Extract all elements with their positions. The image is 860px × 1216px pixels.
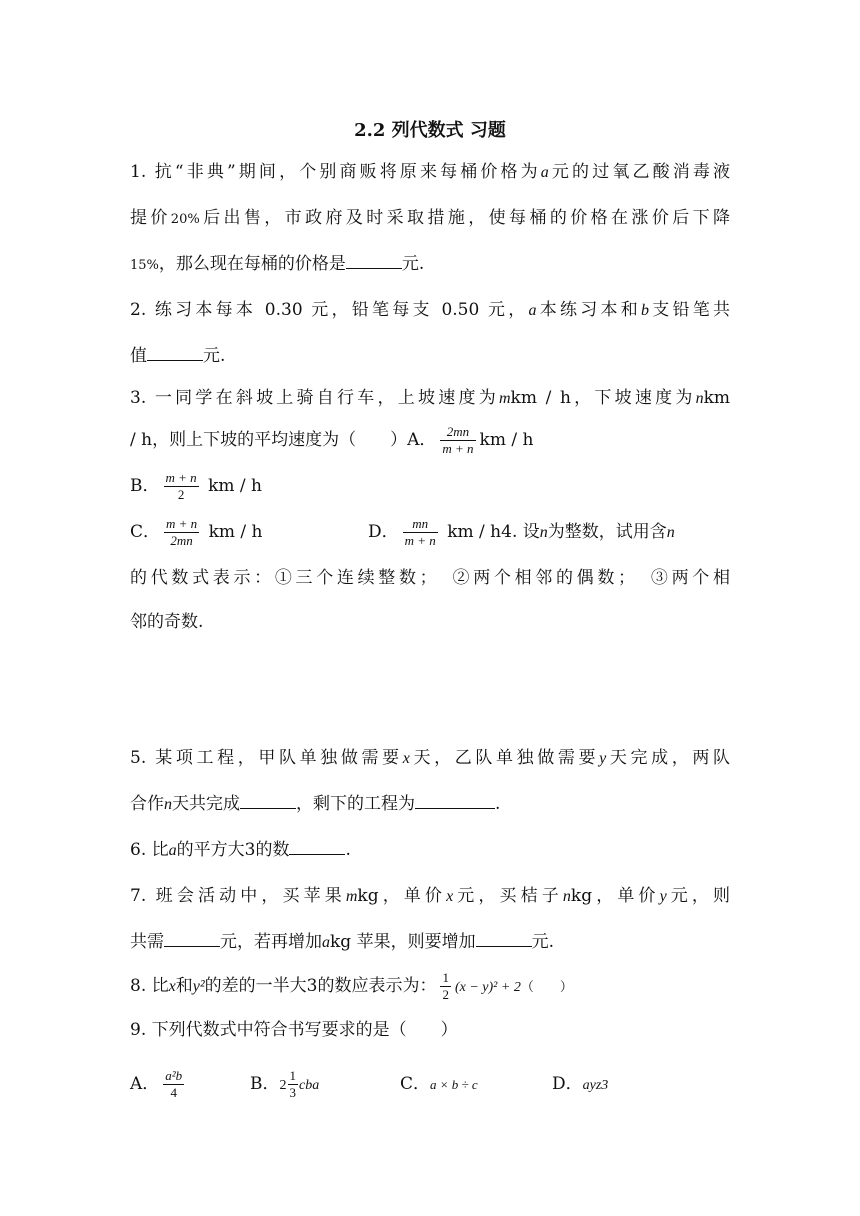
text: 的差的一半大 <box>204 976 307 996</box>
denominator: 2mn <box>170 533 193 548</box>
text: 天完成，两队 <box>606 748 731 768</box>
variable-n: n <box>666 524 675 541</box>
expression: (x − y)² + 2 <box>454 980 521 995</box>
denominator: 2 <box>442 987 449 1002</box>
text: 后出售，市政府及时采取措施，使每桶的价格在涨价后下降 <box>199 208 731 228</box>
text: 的数应表示为： <box>317 976 437 996</box>
expression: cba <box>299 1078 320 1093</box>
option-label: B． <box>130 476 160 496</box>
number: 3 <box>306 976 318 996</box>
text: 的平方大 <box>176 840 245 860</box>
variable-n: n <box>695 390 704 407</box>
text: 8. 比 <box>130 976 169 996</box>
percent-value: 20% <box>170 212 200 227</box>
text: 7. 班会活动中，买苹果 <box>130 886 346 906</box>
variable-a: a <box>322 934 330 951</box>
question-3-line-2 <box>130 422 730 458</box>
answer-paren: （ ） <box>520 980 573 995</box>
text: km <box>703 388 731 408</box>
variable-y-squared: y² <box>192 978 205 995</box>
question-5-line-2 <box>130 792 730 817</box>
question-1-line-1 <box>130 160 730 185</box>
variable-n: n <box>539 524 548 541</box>
question-3-option-b <box>130 468 730 504</box>
text: 元. <box>203 346 226 366</box>
variable-y: y <box>599 750 607 767</box>
option-label: C． <box>400 1074 431 1094</box>
text: 和 <box>175 976 193 996</box>
variable-a: a <box>168 842 177 859</box>
whole-number: 2 <box>279 1078 287 1093</box>
option-b <box>250 1064 400 1106</box>
answer-blank[interactable] <box>164 930 220 947</box>
question-7-line-2 <box>130 930 730 955</box>
question-3-option-c-d <box>130 514 730 551</box>
numerator: m + n <box>166 516 198 531</box>
variable-a: a <box>540 164 549 181</box>
variable-b: b <box>641 302 649 319</box>
variable-x: x <box>446 888 454 905</box>
text: 元. <box>531 932 554 952</box>
question-7-line-1 <box>130 884 730 909</box>
percent-value: 15% <box>130 258 159 273</box>
text: 共需 <box>130 932 164 952</box>
text: 为整数，试用含 <box>547 522 667 542</box>
option-d <box>552 1064 608 1106</box>
answer-blank[interactable] <box>289 838 345 855</box>
answer-blank[interactable] <box>346 252 402 269</box>
denominator: 4 <box>170 1085 177 1100</box>
option-label: D． <box>552 1074 583 1094</box>
text: / h，则上下坡的平均速度为（ ）A． <box>130 430 437 450</box>
variable-n: n <box>164 796 172 813</box>
text: 邻的奇数. <box>130 612 204 632</box>
question-6 <box>130 838 730 863</box>
text: km / h，下坡速度为 <box>510 388 696 408</box>
question-9-options <box>130 1064 730 1106</box>
variable-a: a <box>528 302 537 319</box>
number: 3 <box>244 840 256 860</box>
option-d-fraction <box>403 516 438 549</box>
option-a-fraction <box>440 424 475 457</box>
text: 的代数式表示：①三个连续整数； ②两个相邻的偶数； ③两个相 <box>130 568 730 588</box>
text: 元. <box>401 254 425 274</box>
text: 合作 <box>130 794 164 814</box>
text: 5. 某项工程，甲队单独做需要 <box>130 748 403 768</box>
text: km / h4. 设 <box>447 522 540 542</box>
option-label: A． <box>130 1074 160 1094</box>
text: . <box>495 794 501 814</box>
question-3-line-1 <box>130 386 730 411</box>
text: 3. 一同学在斜坡上骑自行车，上坡速度为 <box>130 388 499 408</box>
unit: km / h <box>479 430 534 450</box>
text: 元，则 <box>666 886 731 906</box>
answer-blank[interactable] <box>415 792 495 809</box>
unit: km / h <box>208 476 262 496</box>
text: kg 苹果，则要增加 <box>330 932 476 952</box>
option-b-fraction <box>164 470 199 503</box>
text: 的数 <box>255 840 290 860</box>
variable-x: x <box>168 978 176 995</box>
denominator: 2 <box>177 487 185 502</box>
question-8 <box>130 968 730 1006</box>
text: 本练习本和 <box>536 300 641 320</box>
text: kg，单价 <box>570 886 660 906</box>
expression: a × b ÷ c <box>430 1077 478 1092</box>
question-4-line-3 <box>130 610 730 634</box>
text: ，剩下的工程为 <box>296 794 415 814</box>
option-label: C． <box>130 522 161 542</box>
option-b-fraction <box>288 1068 299 1101</box>
question-1-line-3 <box>130 252 730 278</box>
variable-y: y <box>659 888 667 905</box>
denominator: m + n <box>404 533 436 548</box>
text: 元，买桔子 <box>453 886 563 906</box>
text: 提价 <box>130 208 171 228</box>
text: 1. 抗“非典”期间，个别商贩将原来每桶价格为 <box>130 162 541 182</box>
page-title: 2.2 列代数式 习题 <box>354 120 506 141</box>
text: 支铅笔共 <box>649 300 731 320</box>
numerator: a²b <box>165 1068 183 1083</box>
text: kg，单价 <box>357 886 447 906</box>
text: 天，乙队单独做需要 <box>409 748 600 768</box>
option-label: B． <box>250 1074 280 1094</box>
denominator: m + n <box>442 441 474 456</box>
text: 2. 练习本每本 0.30 元，铅笔每支 0.50 元， <box>130 300 529 320</box>
answer-blank[interactable] <box>240 792 296 809</box>
unit: km / h <box>208 522 263 542</box>
text: 元，若再增加 <box>220 932 322 952</box>
option-label: D． <box>368 522 399 542</box>
variable-m: m <box>345 888 358 905</box>
denominator: 3 <box>289 1085 296 1100</box>
answer-blank[interactable] <box>476 930 532 947</box>
option-a-fraction <box>163 1068 184 1101</box>
question-2-line-1 <box>130 298 730 323</box>
numerator: 1 <box>442 970 449 985</box>
question-9 <box>130 1018 730 1042</box>
question-4-line-2 <box>130 566 730 590</box>
text: 值 <box>130 346 147 366</box>
option-c <box>130 514 368 550</box>
question-2-line-2 <box>130 344 730 368</box>
text: 元的过氧乙酸消毒液 <box>548 162 730 182</box>
option-c <box>400 1064 552 1105</box>
question-1-line-2 <box>130 206 730 232</box>
option-c-fraction <box>164 516 199 549</box>
answer-blank[interactable] <box>147 344 203 361</box>
numerator: m + n <box>165 470 197 485</box>
expression: ayz3 <box>582 1078 609 1093</box>
question-5-line-1 <box>130 746 730 771</box>
text: ，那么现在每桶的价格是 <box>158 254 346 274</box>
text: 9. 下列代数式中符合书写要求的是（ ） <box>130 1020 458 1040</box>
numerator: 1 <box>289 1068 296 1083</box>
numerator: 2mn <box>440 424 475 441</box>
text: . <box>345 840 351 860</box>
variable-m: m <box>498 390 511 407</box>
variable-n: n <box>562 888 571 905</box>
numerator: mn <box>403 516 438 533</box>
variable-x: x <box>402 750 410 767</box>
half-fraction <box>440 970 451 1003</box>
option-a <box>130 1064 250 1104</box>
text: 天共完成 <box>172 794 240 814</box>
text: 6. 比 <box>130 840 169 860</box>
